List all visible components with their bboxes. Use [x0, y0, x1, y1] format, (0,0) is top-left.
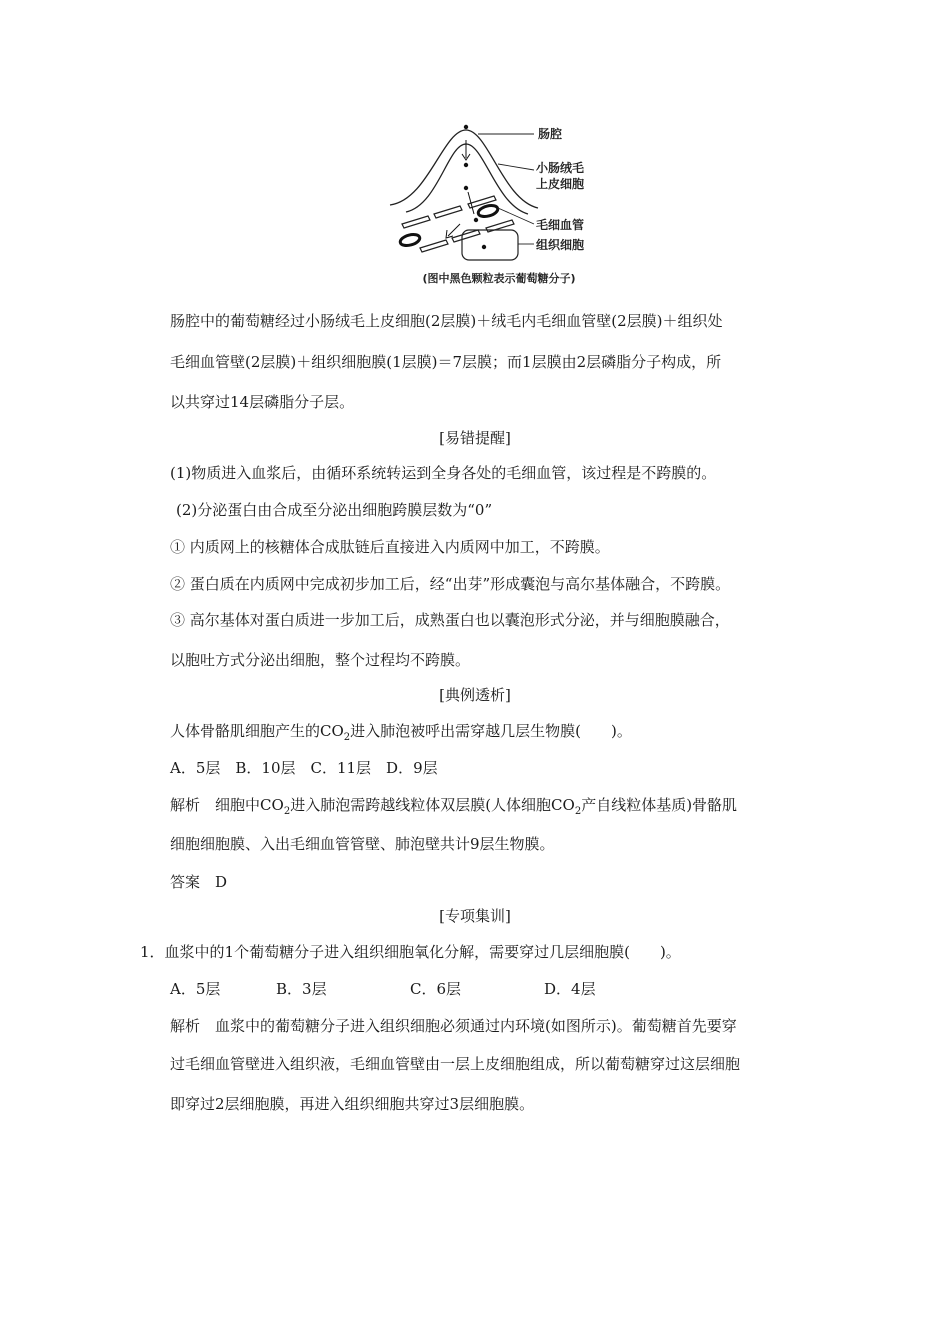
tips-point-5: ③ 高尔基体对蛋白质进一步加工后，成熟蛋白也以囊泡形式分泌，并与细胞膜融合， — [170, 611, 730, 629]
label-villus-epithelium-2: 上皮细胞 — [536, 177, 585, 191]
tips-heading: [易错提醒] — [439, 429, 511, 447]
example-heading: [典例透析] — [439, 686, 511, 704]
example-analysis-line-2: 细胞细胞膜、入出毛细血管管壁、肺泡壁共计9层生物膜。 — [170, 835, 555, 853]
exercise-question-1: 1．血浆中的1个葡萄糖分子进入组织细胞氧化分解，需要穿过几层细胞膜( )。 — [140, 943, 681, 961]
exercise-heading: [专项集训] — [439, 907, 511, 925]
label-tissue-cell: 组织细胞 — [536, 238, 585, 252]
exercise-options — [170, 979, 596, 999]
exercise-analysis-line-3: 即穿过2层细胞膜，再进入组织细胞共穿过3层细胞膜。 — [170, 1095, 535, 1113]
exercise-analysis-line-1: 解析 血浆中的葡萄糖分子进入组织细胞必须通过内环境(如图所示)。葡萄糖首先要穿 — [170, 1017, 737, 1035]
label-villus-epithelium-1: 小肠绒毛 — [536, 161, 585, 175]
tips-point-2: (2)分泌蛋白由合成至分泌出细胞跨膜层数为“0” — [176, 501, 493, 519]
explanation-line-1: 肠腔中的葡萄糖经过小肠绒毛上皮细胞(2层膜)＋绒毛内毛细血管壁(2层膜)＋组织处 — [170, 312, 723, 330]
tips-point-3: ① 内质网上的核糖体合成肽链后直接进入内质网中加工，不跨膜。 — [170, 538, 610, 556]
option-a: A．5层 — [170, 980, 221, 998]
label-intestinal-lumen: 肠腔 — [538, 127, 563, 141]
example-question: 人体骨骼肌细胞产生的$CO_2$进入肺泡被呼出需穿越几层生物膜( )。 — [170, 722, 632, 743]
example-answer: 答案 D — [170, 873, 228, 891]
option-b: B．3层 — [276, 980, 327, 998]
explanation-line-2: 毛细血管壁(2层膜)＋组织细胞膜(1层膜)＝7层膜；而1层膜由2层磷脂分子构成，所 — [170, 353, 722, 371]
figure-caption: (图中黑色颗粒表示葡萄糖分子) — [422, 272, 576, 285]
explanation-line-3: 以共穿过14层磷脂分子层。 — [170, 393, 355, 411]
label-capillary: 毛细血管 — [536, 218, 585, 232]
exercise-analysis-line-2: 过毛细血管壁进入组织液，毛细血管壁由一层上皮细胞组成，所以葡萄糖穿过这层细胞 — [170, 1055, 741, 1073]
option-c: C．6层 — [410, 980, 462, 998]
example-analysis: 解析 细胞中$CO_2$进入肺泡需跨越线粒体双层膜(人体细胞$CO_2$产自线粒体基质)骨骼肌 — [170, 796, 738, 817]
tips-point-1: (1)物质进入血浆后，由循环系统转运到全身各处的毛细血管，该过程是不跨膜的。 — [170, 464, 717, 482]
villus-diagram — [388, 120, 610, 292]
option-d: D．4层 — [544, 980, 596, 998]
example-options: A．5层 B．10层 C．11层 D．9层 — [170, 759, 438, 777]
tips-point-4: ② 蛋白质在内质网中完成初步加工后，经“出芽”形成囊泡与高尔基体融合，不跨膜。 — [170, 575, 731, 593]
tips-point-6: 以胞吐方式分泌出细胞，整个过程均不跨膜。 — [170, 651, 471, 669]
